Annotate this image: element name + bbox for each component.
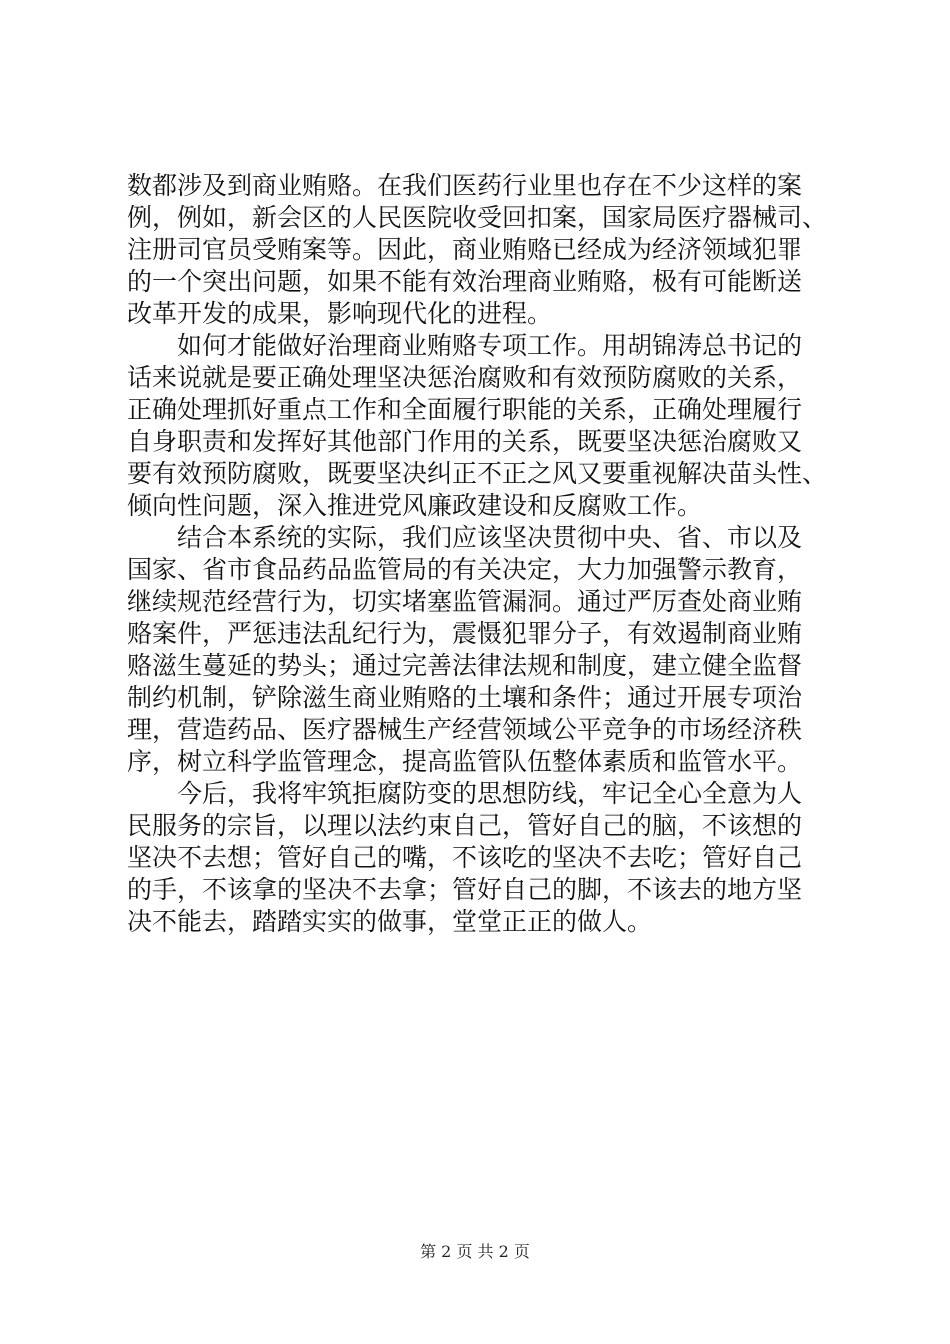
text-line: 倾向性问题，深入推进党风廉政建设和反腐败工作。 <box>127 491 703 520</box>
text-line: 制约机制，铲除滋生商业贿赂的土壤和条件；通过开展专项治 <box>127 683 803 712</box>
text-line: 赂案件，严惩违法乱纪行为，震慑犯罪分子，有效遏制商业贿 <box>127 619 803 648</box>
text-line: 今后，我将牢筑拒腐防变的思想防线，牢记全心全意为人 <box>177 779 803 808</box>
paragraph <box>127 522 827 778</box>
text-line: 数都涉及到商业贿赂。在我们医药行业里也存在不少这样的案 <box>127 171 803 200</box>
text-line: 理，营造药品、医疗器械生产经营领域公平竞争的市场经济秩 <box>127 715 803 744</box>
text-line: 的一个突出问题，如果不能有效治理商业贿赂，极有可能断送 <box>127 267 803 296</box>
text-line: 话来说就是要正确处理坚决惩治腐败和有效预防腐败的关系， <box>127 363 803 392</box>
text-line: 的手，不该拿的坚决不去拿；管好自己的脚，不该去的地方坚 <box>127 875 803 904</box>
text-line: 民服务的宗旨，以理以法约束自己，管好自己的脑，不该想的 <box>127 811 803 840</box>
text-line: 序，树立科学监管理念，提高监管队伍整体素质和监管水平。 <box>127 747 803 776</box>
text-line: 改革开发的成果，影响现代化的进程。 <box>127 299 553 328</box>
text-line: 例，例如，新会区的人民医院收受回扣案，国家局医疗器械司、 <box>127 203 827 232</box>
paragraph <box>127 330 827 522</box>
text-line: 赂滋生蔓延的势头；通过完善法律法规和制度，建立健全监督 <box>127 651 803 680</box>
document-body <box>127 170 827 938</box>
paragraph <box>127 778 827 938</box>
paragraph <box>127 170 827 330</box>
text-line: 决不能去，踏踏实实的做事，堂堂正正的做人。 <box>127 907 653 936</box>
text-line: 结合本系统的实际，我们应该坚决贯彻中央、省、市以及 <box>177 523 803 552</box>
text-line: 坚决不去想；管好自己的嘴，不该吃的坚决不去吃；管好自己 <box>127 843 803 872</box>
text-line: 国家、省市食品药品监管局的有关决定，大力加强警示教育， <box>127 555 803 584</box>
text-line: 继续规范经营行为，切实堵塞监管漏洞。通过严厉查处商业贿 <box>127 587 803 616</box>
text-line: 如何才能做好治理商业贿赂专项工作。用胡锦涛总书记的 <box>177 331 803 360</box>
text-line: 注册司官员受贿案等。因此，商业贿赂已经成为经济领域犯罪 <box>127 235 803 264</box>
text-line: 自身职责和发挥好其他部门作用的关系，既要坚决惩治腐败又 <box>127 427 803 456</box>
page-footer: 第 2 页 共 2 页 <box>420 1242 530 1261</box>
text-line: 正确处理抓好重点工作和全面履行职能的关系，正确处理履行 <box>127 395 803 424</box>
text-line: 要有效预防腐败，既要坚决纠正不正之风又要重视解决苗头性、 <box>127 459 827 488</box>
